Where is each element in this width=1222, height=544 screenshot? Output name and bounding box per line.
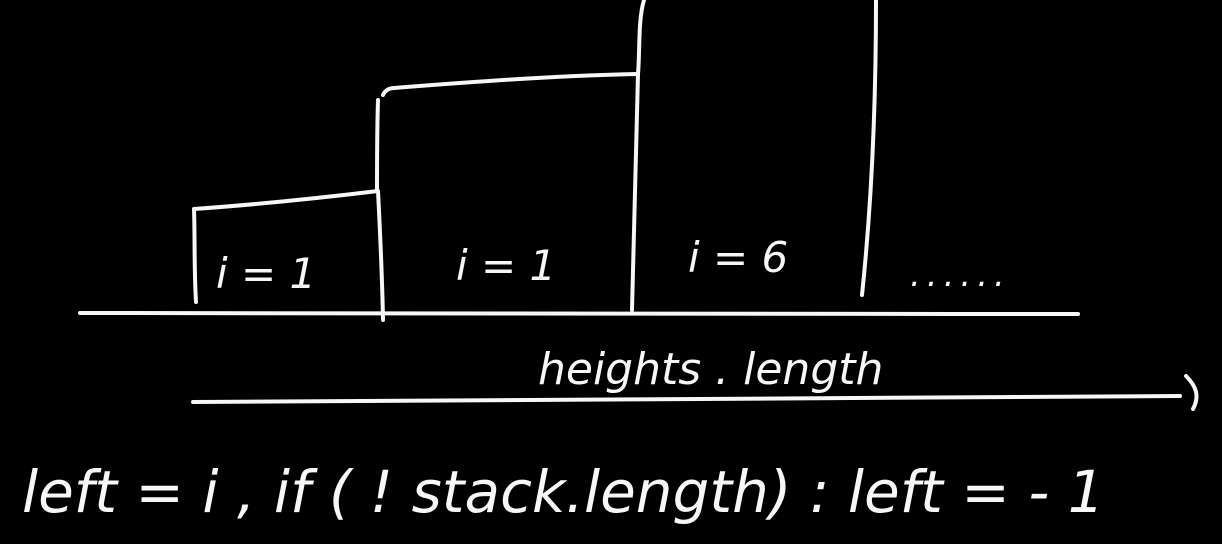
- span-arrow-line: [193, 396, 1180, 402]
- span-label: heights . length: [538, 344, 884, 395]
- bar-3-label: i = 6: [688, 233, 789, 282]
- baseline: [80, 313, 1078, 314]
- formula: left = i , if ( ! stack.length) : left = - 1: [22, 458, 1105, 526]
- span-arrow-mark: [1186, 376, 1197, 409]
- continuation-dots: ......: [910, 255, 1011, 295]
- bar-1-label: i = 1: [216, 249, 317, 298]
- bar-2-label: i = 1: [456, 241, 557, 290]
